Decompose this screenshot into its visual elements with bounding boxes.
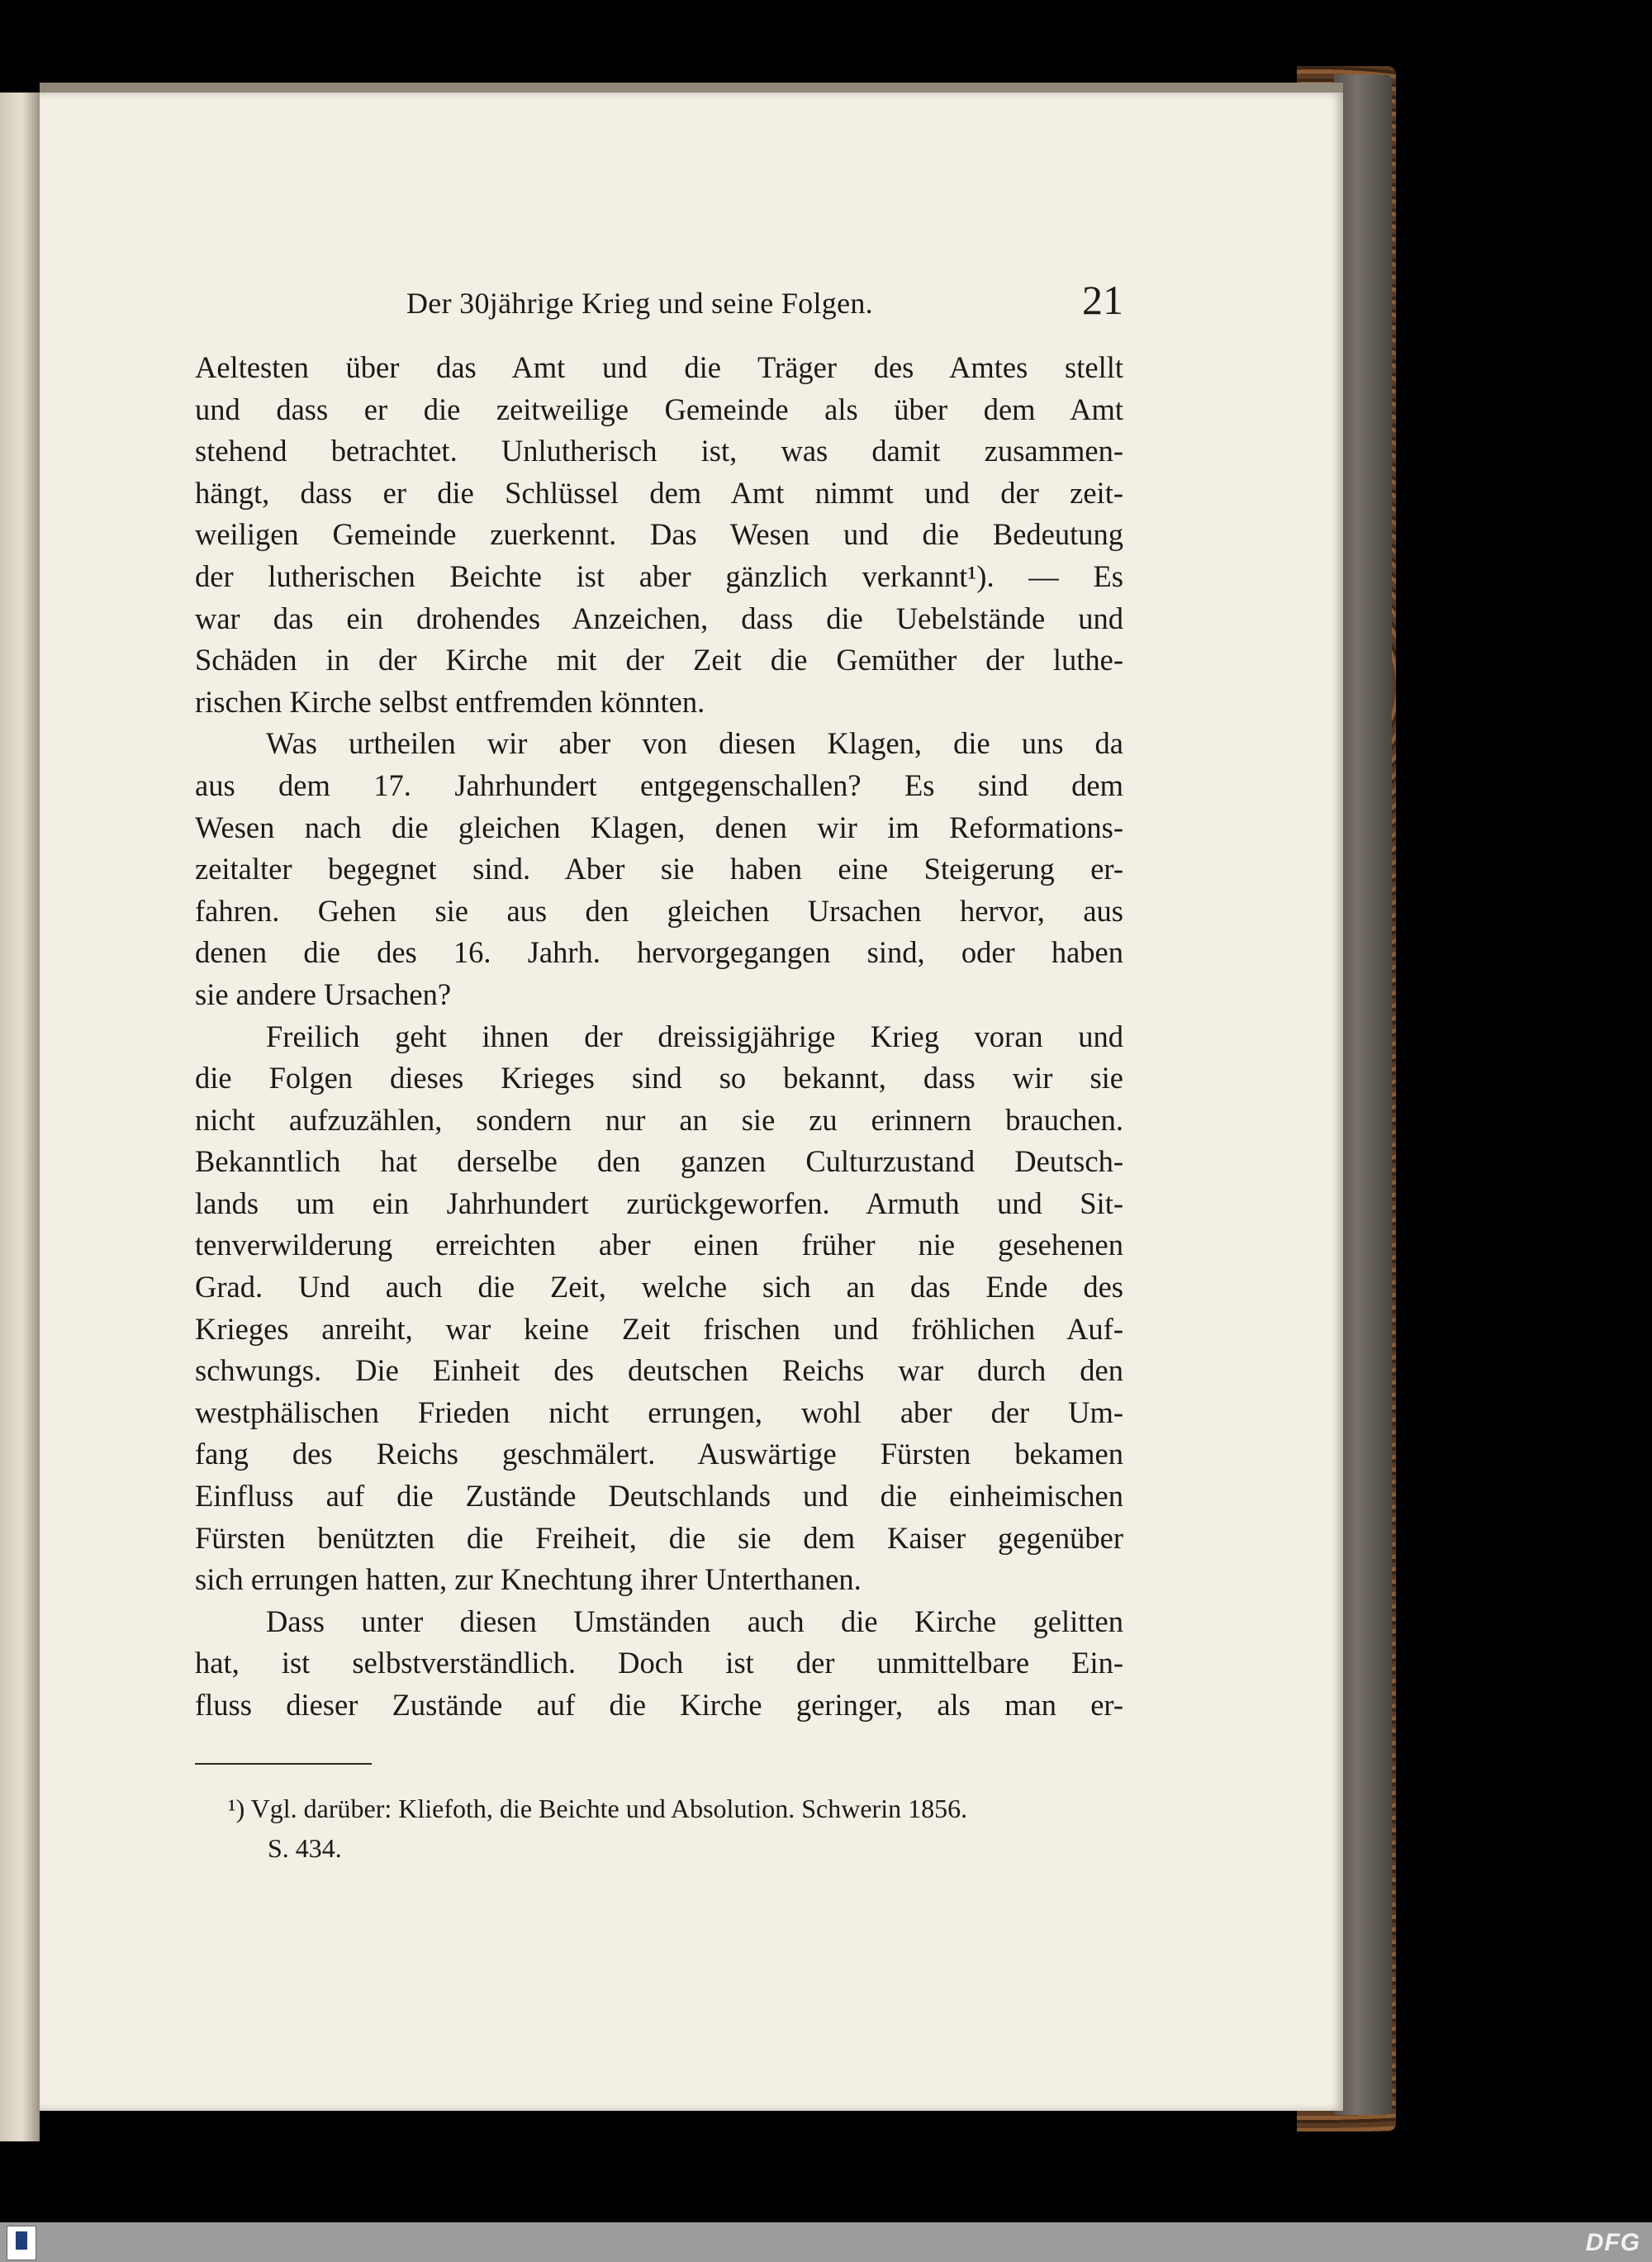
text-line: tenverwilderung erreichten aber einen früher nie gesehenen: [195, 1228, 1123, 1262]
text-line: zeitalter begegnet sind. Aber sie haben eine Steigerung er-: [195, 852, 1123, 886]
text-line: hängt, dass er die Schlüssel dem Amt nimmt und der zeit-: [195, 475, 1123, 510]
text-line: Fürsten benützten die Freiheit, die sie dem Kaiser gegenüber: [195, 1520, 1123, 1555]
page-number: 21: [1082, 277, 1123, 323]
footnote-line: S. 434.: [268, 1833, 342, 1863]
text-line: hat, ist selbstverständlich. Doch ist der unmittelbare Ein-: [195, 1646, 1123, 1680]
text-line: sie andere Ursachen?: [195, 977, 452, 1011]
dfg-logo: DFG: [1585, 2229, 1640, 2256]
text-line: schwungs. Die Einheit des deutschen Reichs war durch den: [195, 1353, 1123, 1388]
page-header: [154, 276, 1123, 334]
running-head: Der 30jährige Krieg und seine Folgen.: [406, 287, 873, 320]
text-line: westphälischen Frieden nicht errungen, wohl aber der Um-: [195, 1395, 1123, 1429]
text-line: weiligen Gemeinde zuerkennt. Das Wesen und die Bedeutung: [195, 517, 1123, 552]
text-line: fang des Reichs geschmälert. Auswärtige Fürsten bekamen: [195, 1437, 1123, 1471]
viewer-footer-bar: [0, 2222, 1652, 2262]
text-line: Dass unter diesen Umständen auch die Kirche gelitten: [266, 1604, 1123, 1638]
text-line: denen die des 16. Jahrh. hervorgegangen sind, oder haben: [195, 935, 1123, 970]
text-line: die Folgen dieses Krieges sind so bekannt, dass wir sie: [195, 1061, 1123, 1095]
text-line: und dass er die zeitweilige Gemeinde als über dem Amt: [195, 392, 1123, 426]
library-logo-icon: [7, 2226, 36, 2260]
text-line: lands um ein Jahrhundert zurückgeworfen. Armuth und Sit-: [195, 1186, 1123, 1220]
text-line: nicht aufzuzählen, sondern nur an sie zu erinnern brauchen.: [195, 1102, 1123, 1137]
footnote: [228, 1789, 1123, 1868]
text-line: Aeltesten über das Amt und die Träger des Amtes stellt: [195, 350, 1123, 384]
body-text: [195, 347, 1123, 1727]
text-line: sich errungen hatten, zur Knechtung ihrer Unterthanen.: [195, 1562, 862, 1597]
text-line: Schäden in der Kirche mit der Zeit die Gemüther der luthe-: [195, 643, 1123, 677]
text-line: aus dem 17. Jahrhundert entgegenschallen? Es sind dem: [195, 767, 1123, 802]
text-line: Grad. Und auch die Zeit, welche sich an das Ende des: [195, 1270, 1123, 1304]
footnote-line: ¹) Vgl. darüber: Kliefoth, die Beichte und Absolution. Schwerin 1856.: [228, 1794, 968, 1823]
text-line: Krieges anreiht, war keine Zeit frischen und fröhlichen Auf-: [195, 1311, 1123, 1346]
text-line: Bekanntlich hat derselbe den ganzen Culturzustand Deutsch-: [195, 1144, 1123, 1179]
text-line: fahren. Gehen sie aus den gleichen Ursachen hervor, aus: [195, 893, 1123, 928]
text-line: der lutherischen Beichte ist aber gänzlich verkannt¹). — Es: [195, 558, 1123, 593]
footnote-rule: [195, 1763, 372, 1765]
text-line: Was urtheilen wir aber von diesen Klagen, die uns da: [266, 726, 1123, 761]
text-line: Wesen nach die gleichen Klagen, denen wir im Reformations-: [195, 810, 1123, 844]
text-line: war das ein drohendes Anzeichen, dass die Uebelstände und: [195, 601, 1123, 635]
text-line: stehend betrachtet. Unlutherisch ist, was damit zusammen-: [195, 434, 1123, 468]
text-line: fluss dieser Zustände auf die Kirche geringer, als man er-: [195, 1688, 1123, 1722]
facing-page-edge: [0, 93, 40, 2141]
text-line: Einfluss auf die Zustände Deutschlands und die einheimischen: [195, 1479, 1123, 1514]
text-line: Freilich geht ihnen der dreissigjährige Krieg voran und: [266, 1019, 1123, 1053]
text-line: rischen Kirche selbst entfremden könnten.: [195, 684, 705, 719]
